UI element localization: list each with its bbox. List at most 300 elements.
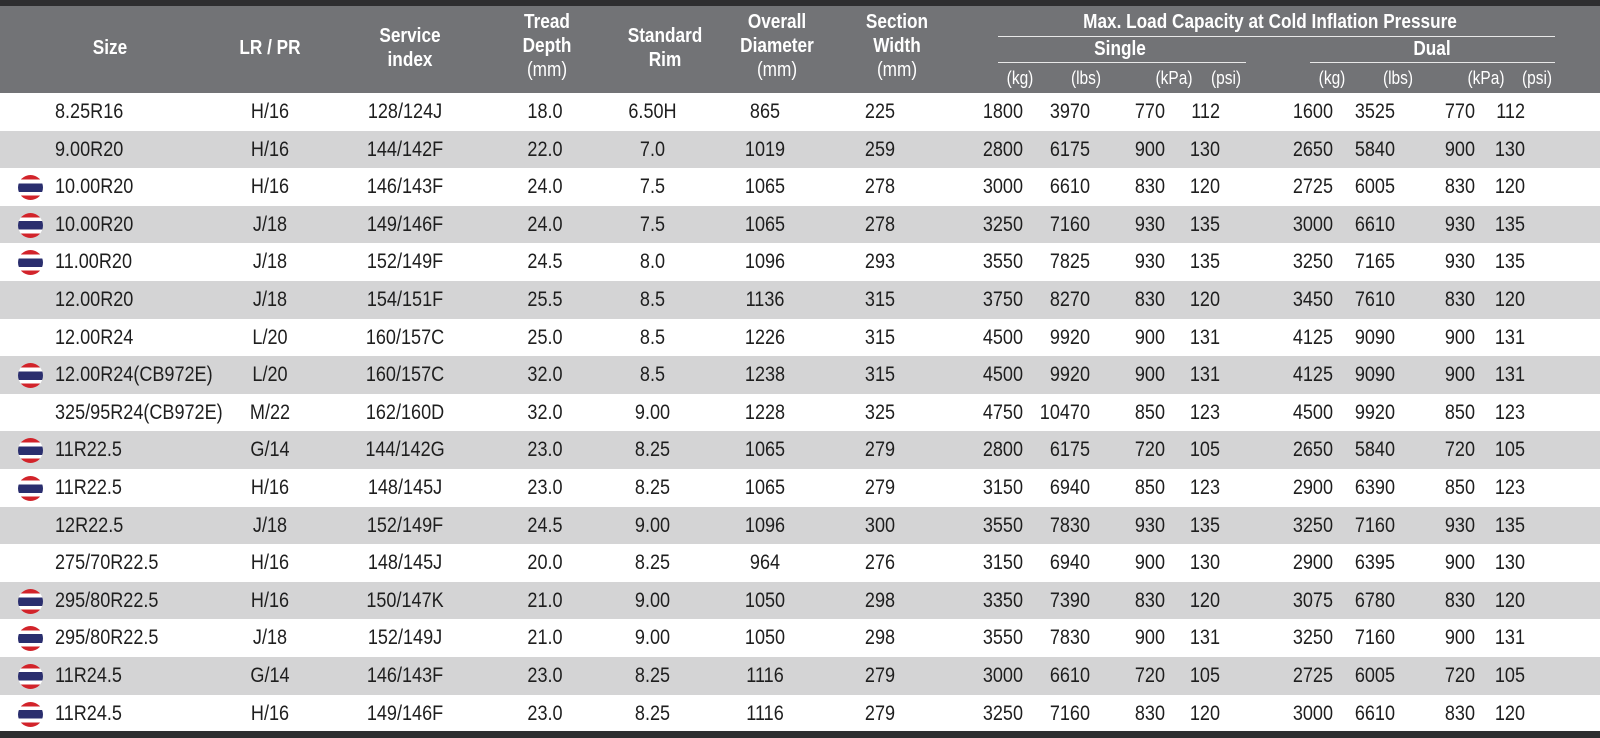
cell-d-kg: 3075 <box>1292 588 1333 612</box>
header-width-line2: Width <box>873 35 921 57</box>
table-row <box>0 243 1600 281</box>
cell-size: 11R24.5 <box>55 664 122 687</box>
cell-d-lbs: 6005 <box>1354 175 1395 199</box>
cell-diameter: 1019 <box>744 137 786 161</box>
cell-width: 315 <box>864 288 896 311</box>
cell-d-lbs: 6395 <box>1354 551 1395 575</box>
cell-rim: 9.00 <box>634 400 671 424</box>
cell-lrpr: J/18 <box>252 212 288 236</box>
cell-d-psi: 135 <box>1494 212 1525 236</box>
cell-rim: 7.5 <box>639 175 666 199</box>
cell-s-kg: 3250 <box>982 701 1023 725</box>
cell-s-kpa: 770 <box>1134 100 1165 123</box>
cell-s-kg: 3550 <box>982 513 1023 537</box>
table-header <box>0 6 1600 93</box>
cell-s-kg: 3250 <box>982 212 1023 236</box>
cell-d-kg: 3000 <box>1292 701 1333 725</box>
header-tread-line1: Tread <box>524 11 570 33</box>
table-row <box>0 356 1600 394</box>
cell-width: 279 <box>864 701 896 725</box>
cell-d-kg: 3250 <box>1292 250 1333 274</box>
header-overall-diameter <box>721 10 833 82</box>
cell-d-lbs: 6005 <box>1354 664 1395 687</box>
cell-s-kg: 3550 <box>982 626 1023 650</box>
cell-s-psi: 131 <box>1189 363 1220 387</box>
cell-d-lbs: 9920 <box>1354 400 1395 424</box>
cell-diameter: 1065 <box>744 438 786 462</box>
cell-s-psi: 120 <box>1189 701 1220 725</box>
cell-d-psi: 105 <box>1494 438 1525 462</box>
cell-tread: 23.0 <box>527 476 563 499</box>
cell-d-kpa: 830 <box>1444 701 1475 725</box>
thailand-flag-icon <box>18 438 43 463</box>
cell-rim: 8.0 <box>639 250 666 274</box>
cell-s-psi: 123 <box>1189 476 1220 499</box>
cell-lrpr: G/14 <box>250 664 290 687</box>
cell-d-lbs: 5840 <box>1354 137 1395 161</box>
cell-d-kpa: 930 <box>1444 250 1475 274</box>
cell-width: 278 <box>864 212 896 236</box>
cell-tread: 24.5 <box>527 513 563 537</box>
header-tread-unit: (mm) <box>526 59 568 81</box>
cell-s-lbs: 7390 <box>1049 588 1090 612</box>
cell-tread: 24.5 <box>527 250 563 274</box>
cell-diameter: 1065 <box>744 212 786 236</box>
cell-s-psi: 130 <box>1189 137 1220 161</box>
cell-s-lbs: 7830 <box>1049 626 1090 650</box>
cell-diameter: 1238 <box>744 363 786 387</box>
cell-d-kpa: 830 <box>1444 175 1475 199</box>
cell-lrpr: H/16 <box>250 175 290 199</box>
cell-d-kg: 3250 <box>1292 513 1333 537</box>
cell-tread: 18.0 <box>527 100 563 123</box>
cell-diameter: 1226 <box>744 325 786 349</box>
cell-d-psi: 120 <box>1494 701 1525 725</box>
cell-s-lbs: 6940 <box>1049 551 1090 575</box>
cell-tread: 25.5 <box>527 288 563 311</box>
cell-d-psi: 120 <box>1494 288 1525 311</box>
cell-diameter: 1050 <box>744 626 786 650</box>
cell-s-kg: 4750 <box>982 400 1023 424</box>
header-service-line2: index <box>387 49 433 71</box>
cell-rim: 7.5 <box>639 212 666 236</box>
cell-s-kg: 3550 <box>982 250 1023 274</box>
cell-d-kg: 2725 <box>1292 175 1333 199</box>
cell-tread: 21.0 <box>527 626 563 650</box>
cell-size: 12.00R24(CB972E) <box>55 363 213 387</box>
cell-d-kg: 2650 <box>1292 438 1333 462</box>
cell-s-kg: 2800 <box>982 137 1023 161</box>
cell-size: 11R22.5 <box>55 476 122 499</box>
header-rim-line2: Rim <box>648 49 682 71</box>
cell-d-kpa: 900 <box>1444 325 1475 349</box>
cell-d-lbs: 6610 <box>1354 701 1395 725</box>
cell-d-kg: 3450 <box>1292 288 1333 311</box>
cell-s-kg: 3150 <box>982 551 1023 575</box>
cell-s-kpa: 900 <box>1134 137 1165 161</box>
cell-d-lbs: 6390 <box>1354 476 1395 499</box>
cell-tread: 32.0 <box>527 363 563 387</box>
cell-diameter: 865 <box>749 100 781 123</box>
cell-s-lbs: 9920 <box>1049 325 1090 349</box>
cell-s-psi: 120 <box>1189 175 1220 199</box>
cell-lrpr: G/14 <box>250 438 290 462</box>
header-single-rule <box>998 62 1246 63</box>
cell-s-lbs: 6175 <box>1049 438 1090 462</box>
table-row <box>0 507 1600 545</box>
cell-size: 295/80R22.5 <box>55 626 159 650</box>
cell-d-kg: 2725 <box>1292 664 1333 687</box>
cell-tread: 23.0 <box>527 438 563 462</box>
cell-width: 279 <box>864 438 896 462</box>
cell-s-psi: 130 <box>1189 551 1220 575</box>
cell-lrpr: H/16 <box>250 100 290 123</box>
cell-tread: 25.0 <box>527 325 563 349</box>
cell-d-psi: 112 <box>1496 100 1525 123</box>
cell-d-psi: 131 <box>1494 363 1525 387</box>
cell-size: 11R22.5 <box>55 438 122 462</box>
cell-width: 325 <box>864 400 896 424</box>
cell-s-kg: 3750 <box>982 288 1023 311</box>
header-single-lbs: (lbs) <box>1070 68 1102 88</box>
cell-lrpr: H/16 <box>250 701 290 725</box>
cell-s-psi: 120 <box>1189 588 1220 612</box>
header-diameter-unit: (mm) <box>756 59 798 81</box>
cell-s-lbs: 6175 <box>1049 137 1090 161</box>
cell-tread: 23.0 <box>527 701 563 725</box>
cell-s-kg: 3350 <box>982 588 1023 612</box>
cell-d-lbs: 6610 <box>1354 212 1395 236</box>
cell-d-lbs: 7160 <box>1354 626 1395 650</box>
cell-service: 128/124J <box>367 100 443 123</box>
cell-width: 276 <box>864 551 896 575</box>
cell-s-lbs: 7825 <box>1049 250 1090 274</box>
cell-width: 293 <box>864 250 896 274</box>
cell-diameter: 1096 <box>744 250 786 274</box>
cell-lrpr: M/22 <box>249 400 291 424</box>
header-single-kpa: (kPa) <box>1155 68 1193 88</box>
cell-d-lbs: 7165 <box>1354 250 1395 274</box>
cell-s-kpa: 830 <box>1134 701 1165 725</box>
cell-s-kg: 3000 <box>982 664 1023 687</box>
thailand-flag-icon <box>18 702 43 727</box>
cell-lrpr: H/16 <box>250 137 290 161</box>
cell-lrpr: L/20 <box>252 325 288 349</box>
cell-rim: 9.00 <box>634 588 671 612</box>
table-row <box>0 394 1600 432</box>
cell-d-psi: 105 <box>1494 664 1525 687</box>
cell-d-kpa: 900 <box>1444 551 1475 575</box>
cell-s-kg: 1800 <box>982 100 1023 123</box>
cell-service: 152/149F <box>366 513 444 537</box>
cell-service: 146/143F <box>366 664 444 687</box>
cell-s-kpa: 830 <box>1134 288 1165 311</box>
cell-s-kg: 4500 <box>982 363 1023 387</box>
header-single-psi: (psi) <box>1210 68 1242 88</box>
cell-d-kg: 4500 <box>1292 400 1333 424</box>
header-service-index <box>354 24 466 72</box>
cell-rim: 9.00 <box>634 513 671 537</box>
cell-width: 298 <box>864 588 896 612</box>
header-dual-psi: (psi) <box>1521 68 1553 88</box>
cell-d-kg: 3250 <box>1292 626 1333 650</box>
cell-tread: 24.0 <box>527 212 563 236</box>
cell-d-kpa: 720 <box>1444 664 1475 687</box>
cell-d-kpa: 770 <box>1444 100 1475 123</box>
cell-size: 11.00R20 <box>55 250 132 274</box>
cell-rim: 8.5 <box>639 288 666 311</box>
cell-tread: 32.0 <box>527 400 563 424</box>
table-row <box>0 168 1600 206</box>
header-rim-line1: Standard <box>627 25 703 47</box>
cell-s-psi: 135 <box>1189 212 1220 236</box>
cell-lrpr: H/16 <box>250 588 290 612</box>
cell-d-kg: 2900 <box>1292 476 1333 499</box>
cell-s-lbs: 9920 <box>1049 363 1090 387</box>
cell-rim: 8.25 <box>634 438 671 462</box>
cell-d-kg: 4125 <box>1292 363 1333 387</box>
thailand-flag-icon <box>18 363 43 388</box>
cell-diameter: 964 <box>749 551 781 575</box>
cell-s-kpa: 900 <box>1134 363 1165 387</box>
cell-s-kg: 2800 <box>982 438 1023 462</box>
cell-s-kpa: 850 <box>1134 400 1165 424</box>
cell-width: 279 <box>864 664 896 687</box>
cell-d-kg: 2650 <box>1292 137 1333 161</box>
cell-width: 298 <box>864 626 896 650</box>
cell-s-psi: 135 <box>1189 250 1220 274</box>
thailand-flag-icon <box>18 476 43 501</box>
cell-rim: 8.25 <box>634 701 671 725</box>
cell-d-kpa: 850 <box>1444 400 1475 424</box>
cell-d-kg: 1600 <box>1292 100 1333 123</box>
cell-d-kpa: 830 <box>1444 288 1475 311</box>
cell-lrpr: J/18 <box>252 250 288 274</box>
cell-rim: 8.25 <box>634 476 671 499</box>
cell-tread: 24.0 <box>527 175 563 199</box>
cell-s-kpa: 930 <box>1134 250 1165 274</box>
cell-lrpr: J/18 <box>252 513 288 537</box>
cell-s-lbs: 8270 <box>1049 288 1090 311</box>
cell-d-lbs: 7160 <box>1354 513 1395 537</box>
cell-tread: 21.0 <box>527 588 563 612</box>
cell-size: 295/80R22.5 <box>55 588 159 612</box>
cell-rim: 9.00 <box>634 626 671 650</box>
cell-diameter: 1050 <box>744 588 786 612</box>
cell-size: 9.00R20 <box>55 137 124 161</box>
table-row <box>0 695 1600 733</box>
cell-service: 149/146F <box>366 212 444 236</box>
cell-d-psi: 120 <box>1494 175 1525 199</box>
cell-size: 325/95R24(CB972E) <box>55 400 223 424</box>
header-diameter-line2: Diameter <box>740 35 814 57</box>
table-row <box>0 281 1600 319</box>
cell-service: 144/142G <box>365 438 445 462</box>
cell-d-lbs: 7610 <box>1354 288 1395 311</box>
cell-s-kg: 3150 <box>982 476 1023 499</box>
cell-service: 162/160D <box>365 400 445 424</box>
cell-d-kpa: 720 <box>1444 438 1475 462</box>
thailand-flag-icon <box>18 175 43 200</box>
cell-s-kg: 3000 <box>982 175 1023 199</box>
cell-service: 149/146F <box>366 701 444 725</box>
cell-s-lbs: 7160 <box>1049 212 1090 236</box>
header-lr-pr: LR / PR <box>239 37 301 59</box>
cell-d-psi: 131 <box>1494 626 1525 650</box>
cell-s-psi: 120 <box>1189 288 1220 311</box>
table-row <box>0 657 1600 695</box>
table-row <box>0 431 1600 469</box>
cell-size: 11R24.5 <box>55 701 122 725</box>
cell-width: 315 <box>864 363 896 387</box>
bottom-border <box>0 731 1600 738</box>
header-size: Size <box>92 37 128 59</box>
cell-width: 259 <box>864 137 896 161</box>
cell-diameter: 1116 <box>746 664 784 687</box>
header-max-load: Max. Load Capacity at Cold Inflation Pressure <box>1083 11 1457 33</box>
thailand-flag-icon <box>18 250 43 275</box>
cell-d-psi: 130 <box>1494 137 1525 161</box>
cell-width: 279 <box>864 476 896 499</box>
cell-service: 152/149J <box>367 626 443 650</box>
cell-s-kpa: 720 <box>1134 664 1165 687</box>
cell-service: 152/149F <box>366 250 444 274</box>
cell-tread: 22.0 <box>527 137 563 161</box>
cell-d-lbs: 9090 <box>1354 325 1395 349</box>
cell-s-lbs: 3970 <box>1049 100 1090 123</box>
table-row <box>0 544 1600 582</box>
cell-s-kpa: 930 <box>1134 513 1165 537</box>
cell-service: 154/151F <box>366 288 444 311</box>
header-width-unit: (mm) <box>876 59 918 81</box>
thailand-flag-icon <box>18 664 43 689</box>
header-tread-line2: Depth <box>522 35 572 57</box>
cell-service: 148/145J <box>367 551 443 575</box>
header-width-line1: Section <box>865 11 929 33</box>
cell-diameter: 1228 <box>744 400 786 424</box>
table-row <box>0 131 1600 169</box>
cell-size: 8.25R16 <box>55 100 124 123</box>
cell-s-psi: 135 <box>1189 513 1220 537</box>
header-dual-kpa: (kPa) <box>1467 68 1505 88</box>
cell-rim: 6.50H <box>628 100 677 123</box>
cell-size: 12R22.5 <box>55 513 124 537</box>
cell-d-kg: 4125 <box>1292 325 1333 349</box>
cell-s-psi: 112 <box>1191 100 1220 123</box>
cell-d-kpa: 830 <box>1444 588 1475 612</box>
table-row <box>0 582 1600 620</box>
cell-size: 10.00R20 <box>55 175 134 199</box>
cell-d-psi: 123 <box>1494 476 1525 499</box>
header-standard-rim <box>609 24 721 72</box>
table-row <box>0 319 1600 357</box>
cell-d-psi: 120 <box>1494 588 1525 612</box>
cell-d-lbs: 5840 <box>1354 438 1395 462</box>
header-section-width <box>841 10 953 82</box>
cell-lrpr: J/18 <box>252 626 288 650</box>
cell-rim: 8.25 <box>634 664 671 687</box>
cell-width: 315 <box>864 325 896 349</box>
cell-service: 160/157C <box>365 325 445 349</box>
cell-d-kpa: 930 <box>1444 513 1475 537</box>
cell-s-lbs: 7160 <box>1049 701 1090 725</box>
cell-d-lbs: 9090 <box>1354 363 1395 387</box>
cell-service: 160/157C <box>365 363 445 387</box>
cell-s-psi: 131 <box>1189 325 1220 349</box>
table-row <box>0 206 1600 244</box>
cell-d-psi: 130 <box>1494 551 1525 575</box>
thailand-flag-icon <box>18 589 43 614</box>
cell-rim: 8.25 <box>634 551 671 575</box>
cell-d-kg: 3000 <box>1292 212 1333 236</box>
table-row <box>0 93 1600 131</box>
cell-d-psi: 135 <box>1494 513 1525 537</box>
cell-s-kpa: 850 <box>1134 476 1165 499</box>
cell-s-lbs: 6610 <box>1049 175 1090 199</box>
cell-size: 275/70R22.5 <box>55 551 159 575</box>
header-single-kg: (kg) <box>1006 68 1034 88</box>
header-dual-rule <box>1310 62 1555 63</box>
cell-lrpr: J/18 <box>252 288 288 311</box>
header-dual-kg: (kg) <box>1318 68 1346 88</box>
cell-size: 12.00R24 <box>55 325 134 349</box>
cell-diameter: 1136 <box>745 288 785 311</box>
cell-s-psi: 105 <box>1189 664 1220 687</box>
cell-s-kpa: 900 <box>1134 551 1165 575</box>
cell-d-kg: 2900 <box>1292 551 1333 575</box>
cell-service: 148/145J <box>367 476 443 499</box>
cell-s-kpa: 900 <box>1134 626 1165 650</box>
thailand-flag-icon <box>18 626 43 651</box>
cell-service: 144/142F <box>366 137 444 161</box>
cell-s-psi: 123 <box>1189 400 1220 424</box>
cell-s-kpa: 830 <box>1134 175 1165 199</box>
cell-rim: 8.5 <box>639 363 666 387</box>
cell-width: 300 <box>864 513 896 537</box>
header-dual-lbs: (lbs) <box>1382 68 1414 88</box>
cell-d-psi: 135 <box>1494 250 1525 274</box>
cell-d-psi: 131 <box>1494 325 1525 349</box>
cell-s-kpa: 930 <box>1134 212 1165 236</box>
cell-width: 278 <box>864 175 896 199</box>
cell-s-psi: 105 <box>1189 438 1220 462</box>
cell-size: 12.00R20 <box>55 288 134 311</box>
cell-s-kg: 4500 <box>982 325 1023 349</box>
cell-d-kpa: 900 <box>1444 626 1475 650</box>
cell-rim: 8.5 <box>639 325 666 349</box>
table-row <box>0 619 1600 657</box>
header-tread-depth <box>495 10 598 82</box>
cell-width: 225 <box>864 100 896 123</box>
cell-d-kpa: 900 <box>1444 137 1475 161</box>
cell-s-lbs: 6610 <box>1049 664 1090 687</box>
cell-s-kpa: 900 <box>1134 325 1165 349</box>
cell-diameter: 1116 <box>746 701 784 725</box>
cell-d-kpa: 930 <box>1444 212 1475 236</box>
cell-d-psi: 123 <box>1494 400 1525 424</box>
cell-diameter: 1065 <box>744 175 786 199</box>
header-diameter-line1: Overall <box>747 11 807 33</box>
cell-size: 10.00R20 <box>55 212 134 236</box>
cell-service: 146/143F <box>366 175 444 199</box>
cell-s-lbs: 7830 <box>1049 513 1090 537</box>
cell-d-lbs: 3525 <box>1354 100 1395 123</box>
cell-s-kpa: 720 <box>1134 438 1165 462</box>
cell-s-kpa: 830 <box>1134 588 1165 612</box>
cell-rim: 7.0 <box>639 137 666 161</box>
cell-tread: 23.0 <box>527 664 563 687</box>
cell-lrpr: H/16 <box>250 551 290 575</box>
